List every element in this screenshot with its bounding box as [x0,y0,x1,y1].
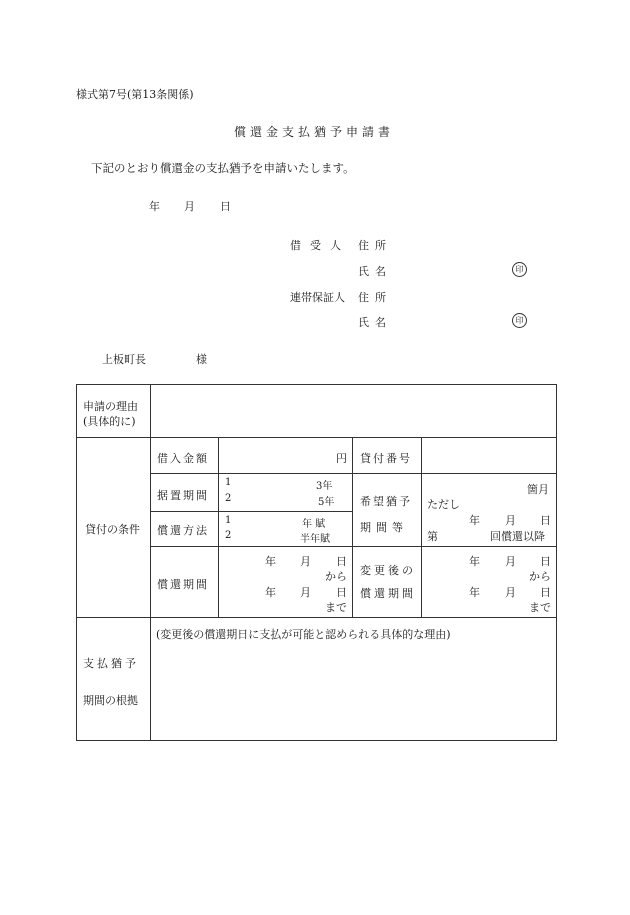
page-title: 償還金支払猶予申請書 [234,125,395,139]
method-option-1-value: 年 賦 [302,519,326,530]
method-option-1-number: 1 [225,515,232,526]
grace-period-label: 据置期間 [157,489,209,502]
method-option-2-number: 2 [225,530,232,541]
changed-end-month: 月 [505,586,516,599]
grace-option-1-value: 3年 [316,481,333,492]
repayment-period-label: 償還期間 [157,578,209,591]
table-border-bottom [76,740,557,741]
reason-label-line2: (具体的に) [83,415,136,428]
changed-from: から [529,570,551,583]
table-divider [352,437,353,618]
changed-period-label-line2: 償還期間 [360,587,416,600]
table-divider [76,437,557,438]
yen-unit: 円 [336,452,347,465]
basis-note: (変更後の償還期日に支払が可能と認められる具体的な理由) [156,628,451,641]
date-day: 日 [220,200,231,213]
basis-label-line1: 支払猶予 [83,657,139,670]
borrower-address-label: 住所 [358,239,392,252]
desired-month: 月 [505,514,516,527]
months-unit: 箇月 [527,483,549,496]
table-divider [76,617,557,618]
however-label: ただし [427,498,460,511]
loan-number-label: 貸付番号 [360,452,412,465]
table-divider [150,511,353,512]
guarantor-name-label: 氏名 [358,316,392,329]
changed-period-label-line1: 変更後の [360,564,416,577]
form-number: 様式第7号(第13条関係) [76,88,194,101]
loan-conditions-label: 貸付の条件 [85,523,140,536]
changed-start-day: 日 [540,555,551,568]
guarantor-label: 連帯保証人 [290,291,345,304]
borrower-label: 借受人 [290,239,350,252]
borrower-seal-icon: 印 [512,262,527,277]
period-end-month: 月 [300,586,311,599]
table-divider [218,437,219,618]
period-end-year: 年 [265,586,276,599]
borrower-name-label: 氏名 [358,265,392,278]
loan-number-field[interactable] [423,439,554,472]
table-border-top [76,384,557,385]
grace-option-1-number: 1 [225,477,232,488]
loan-amount-field[interactable] [220,439,350,472]
loan-amount-label: 借入金額 [157,452,209,465]
changed-start-year: 年 [469,555,480,568]
period-until: まで [325,601,347,614]
period-from: から [325,570,347,583]
guarantor-seal-icon: 印 [512,313,527,328]
repayment-method-label: 償還方法 [157,524,209,537]
changed-end-year: 年 [469,586,480,599]
guarantor-address-label: 住所 [358,291,392,304]
nth-label: 第 [427,530,438,543]
period-end-day: 日 [336,586,347,599]
grace-option-2-number: 2 [225,493,232,504]
method-option-2-value: 半年賦 [300,534,330,545]
period-start-year: 年 [265,555,276,568]
addressee-honorific: 様 [196,353,207,366]
addressee-mayor: 上板町長 [102,353,146,366]
basis-label-line2: 期間の根拠 [83,694,138,707]
desired-year: 年 [469,514,480,527]
desired-grace-label-line2: 期間等 [360,521,408,534]
basis-field[interactable] [152,645,554,738]
period-start-day: 日 [336,555,347,568]
period-start-month: 月 [300,555,311,568]
table-divider [150,546,557,547]
changed-end-day: 日 [540,586,551,599]
desired-grace-label-line1: 希望猶予 [360,495,412,508]
date-year: 年 [149,200,160,213]
reason-label-line1: 申請の理由 [83,400,138,413]
grace-option-2-value: 5年 [318,497,335,508]
from-nth-repayment: 回償還以降 [490,530,545,543]
intro-text: 下記のとおり償還金の支払猶予を申請いたします。 [91,161,355,175]
reason-field[interactable] [152,386,554,436]
table-divider [421,437,422,618]
desired-day: 日 [540,514,551,527]
changed-start-month: 月 [505,555,516,568]
changed-until: まで [529,601,551,614]
date-month: 月 [184,200,195,213]
table-divider [150,473,557,474]
